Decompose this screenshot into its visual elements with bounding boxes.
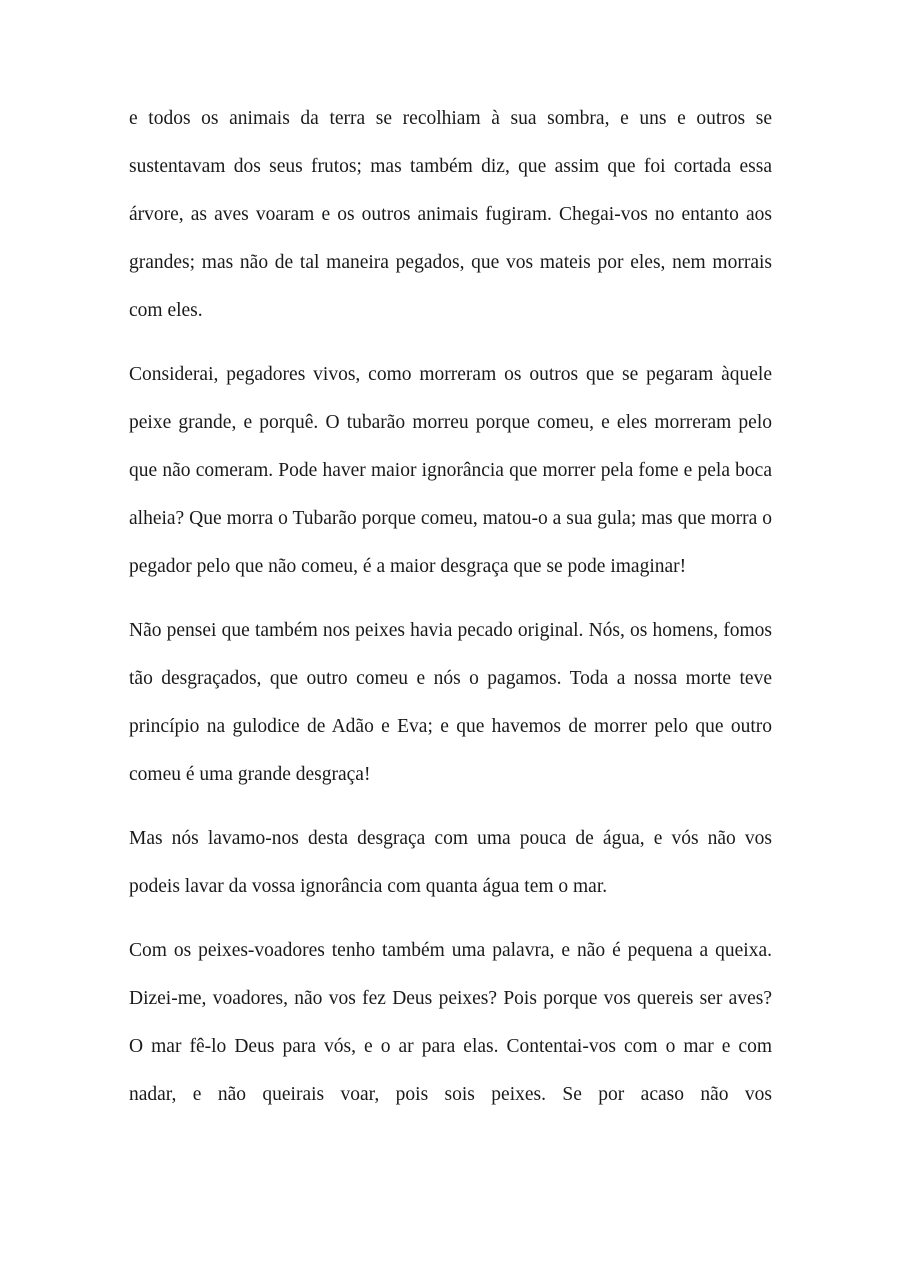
paragraph-5: Com os peixes-voadores tenho também uma palavra, e não é pequena a queixa. Dizei-me, voadores, não vos fez Deus peixes? Pois porque vos quereis ser aves? O mar fê-lo Deus para vós, e o ar para elas. Contentai-vos com o mar e com nadar, e não queirais voar, pois sois peixes. Se por acaso não vos [129, 940, 772, 1105]
paragraph-1: e todos os animais da terra se recolhiam à sua sombra, e uns e outros se sustentavam dos seus frutos; mas também diz, que assim que foi cortada essa árvore, as aves voaram e os outros animais fugiram. Chegai-vos no entanto aos grandes; mas não de tal maneira pegados, que vos mateis por eles, nem morrais com eles. [129, 108, 772, 321]
paragraph-3: Não pensei que também nos peixes havia pecado original. Nós, os homens, fomos tão desgraçados, que outro comeu e nós o pagamos. Toda a nossa morte teve princípio na gulodice de Adão e Eva; e que havemos de morrer pelo que outro comeu é uma grande desgraça! [129, 620, 772, 785]
paragraph-4: Mas nós lavamo-nos desta desgraça com uma pouca de água, e vós não vos podeis lavar da vossa ignorância com quanta água tem o mar. [129, 828, 772, 897]
document-page [129, 95, 772, 1135]
paragraph-2: Considerai, pegadores vivos, como morreram os outros que se pegaram àquele peixe grande, e porquê. O tubarão morreu porque comeu, e eles morreram pelo que não comeram. Pode haver maior ignorância que morrer pela fome e pela boca alheia? Que morra o Tubarão porque comeu, matou-o a sua gula; mas que morra o pegador pelo que não comeu, é a maior desgraça que se pode imaginar! [129, 364, 772, 577]
